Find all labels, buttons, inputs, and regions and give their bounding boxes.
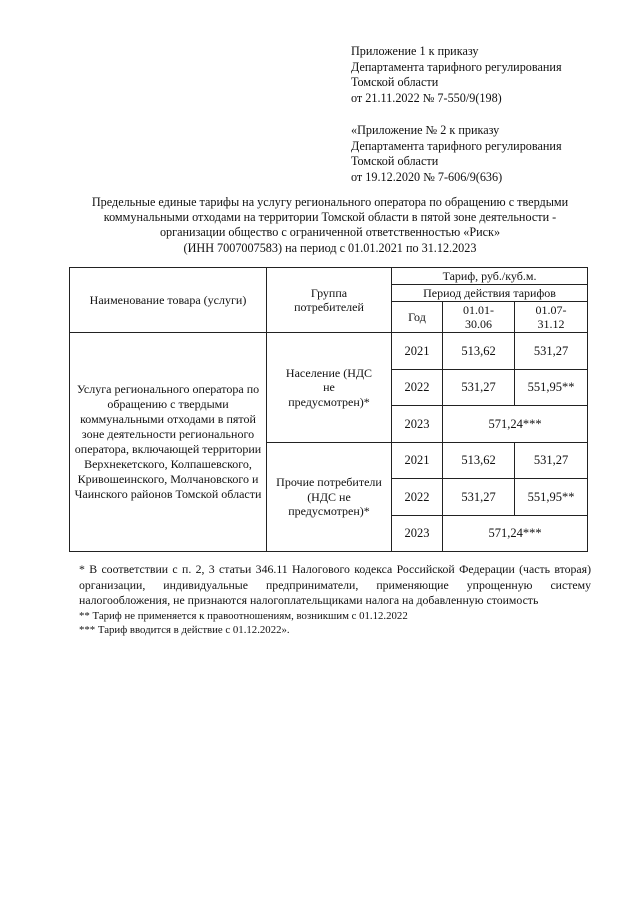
header-product: Наименование товара (услуги) (70, 268, 267, 333)
tariff-value: 551,95** (515, 479, 588, 516)
tariff-value: 531,27 (443, 369, 515, 406)
title-line: организации общество с ограниченной ответственностью «Риск» (159, 225, 501, 240)
header-period: Период действия тарифов (392, 285, 588, 302)
year-cell: 2021 (392, 442, 443, 479)
consumer-group-other: Прочие потребители (НДС не предусмотрен)* (267, 442, 392, 552)
header-line: от 19.12.2020 № 7-606/9(636) (351, 169, 503, 184)
document-title (60, 195, 600, 256)
tariff-table (69, 267, 588, 552)
header-line: «Приложение № 2 к приказу (351, 123, 500, 137)
header-line: Томской области (351, 154, 439, 168)
header-line: Приложение 1 к приказу (351, 44, 479, 58)
footnote-effective-date: *** Тариф вводится в действие с 01.12.2022». (79, 624, 290, 636)
tariff-value: 531,27 (515, 442, 588, 479)
table-row (70, 333, 588, 370)
tariff-value: 571,24*** (443, 515, 588, 552)
tariff-value: 513,62 (443, 442, 515, 479)
footnotes (79, 562, 591, 638)
title-line: Предельные единые тарифы на услугу регионального оператора по обращению с твердыми (91, 195, 569, 209)
header-consumer-group: Группа потребителей (267, 268, 392, 333)
header-line: от 21.11.2022 № 7-550/9(198) (351, 90, 502, 105)
header-year: Год (392, 302, 443, 333)
header-line: Департамента тарифного регулирования (351, 138, 562, 153)
header-line: Департамента тарифного регулирования (351, 59, 562, 74)
tariff-value: 531,27 (443, 479, 515, 516)
year-cell: 2021 (392, 333, 443, 370)
header-half-1: 01.01- 30.06 (443, 302, 515, 333)
service-description: Услуга регионального оператора по обращению с твердыми коммунальными отходами в пятой зоне деятельности регионального оператора, включающей территории Верхнекетского, Колпашевского, Кривошеинского, Молчановского и Чаинского районов Томской области (70, 333, 267, 552)
header-half-2: 01.07- 31.12 (515, 302, 588, 333)
title-line: (ИНН 7007007583) на период с 01.01.2021 по 31.12.2023 (183, 240, 477, 255)
year-cell: 2022 (392, 479, 443, 516)
footnote-vat: * В соответствии с п. 2, 3 статьи 346.11 Налогового кодекса Российской Федерации (часть вторая) организации, индивидуальные предприниматели, применяющие упрощенную систему налогообложения, не признаются налогоплательщиками налога на добавленную стоимость (79, 562, 591, 607)
header-tariff: Тариф, руб./куб.м. (392, 268, 588, 285)
footnote-not-applied: ** Тариф не применяется к правоотношениям, возникшим с 01.12.2022 (79, 609, 408, 622)
year-cell: 2023 (392, 406, 443, 443)
tariff-value: 531,27 (515, 333, 588, 370)
header-line: Томской области (351, 75, 439, 89)
tariff-value: 513,62 (443, 333, 515, 370)
table-header-row (70, 268, 588, 285)
title-line: коммунальными отходами на территории Томской области в пятой зоне деятельности - (103, 210, 557, 225)
tariff-value: 571,24*** (443, 406, 588, 443)
order-reference-1 (351, 44, 562, 106)
year-cell: 2023 (392, 515, 443, 552)
year-cell: 2022 (392, 369, 443, 406)
order-reference-2 (351, 123, 562, 185)
tariff-value: 551,95** (515, 369, 588, 406)
consumer-group-population: Население (НДС не предусмотрен)* (267, 333, 392, 443)
